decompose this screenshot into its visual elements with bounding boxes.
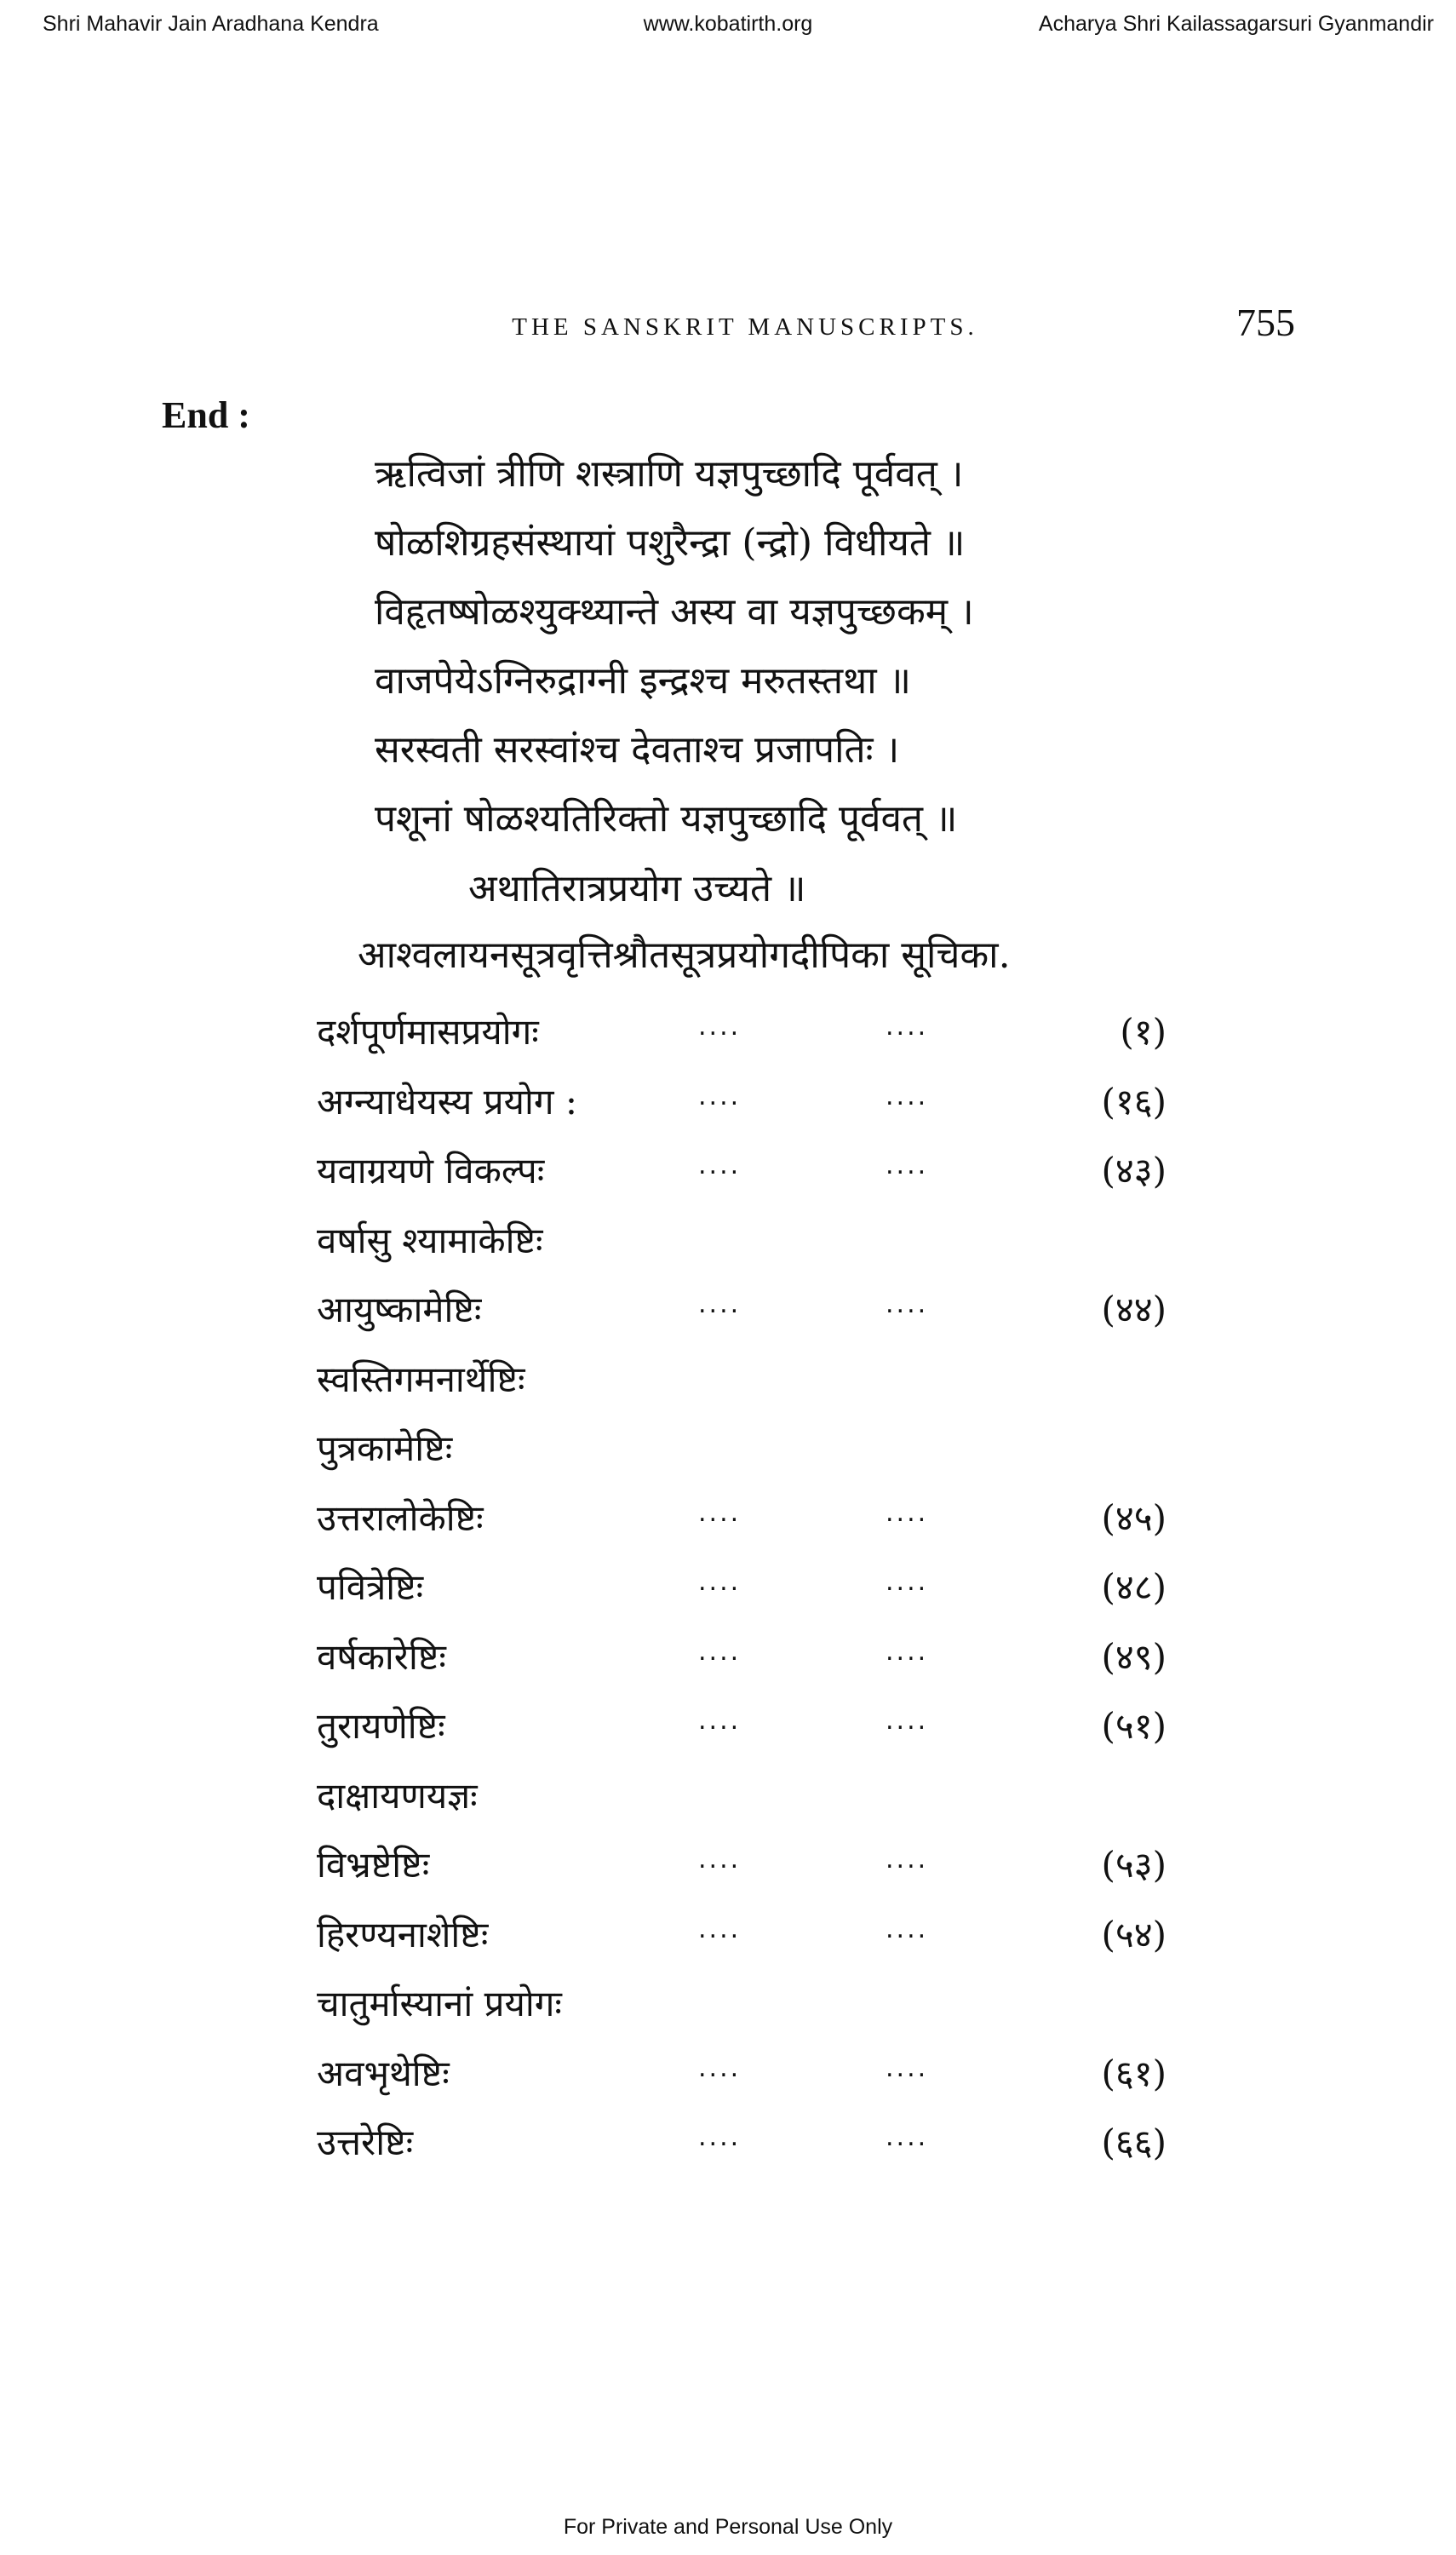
list-item: [0, 1562, 1456, 1632]
entry-page: (४३): [1101, 1150, 1167, 1191]
list-item: [0, 1145, 1456, 1215]
entry-page: (४४): [1101, 1289, 1167, 1330]
entry-page: (१६): [1101, 1080, 1167, 1122]
verse-line: सरस्वती सरस्वांश्च देवताश्च प्रजापतिः ।: [375, 728, 900, 772]
list-item: [0, 1840, 1456, 1909]
entry-title: विभ्रष्टेष्टिः: [317, 1844, 430, 1886]
leader-dots: ....: [886, 1081, 929, 1111]
entry-title: दाक्षायणयज्ञः: [317, 1774, 478, 1817]
verse-line: पशूनां षोळश्यतिरिक्तो यज्ञपुच्छादि पूर्ववत् ॥: [375, 797, 958, 841]
list-item: [0, 1909, 1456, 1979]
list-item: [0, 1077, 1456, 1146]
header-right-text: Acharya Shri Kailassagarsuri Gyanmandir: [1038, 12, 1434, 36]
end-label: End :: [162, 394, 250, 436]
entry-title: स्वस्तिगमनार्थेष्टिः: [317, 1358, 525, 1400]
leader-dots: ....: [698, 1914, 742, 1944]
entry-title: आयुष्कामेष्टिः: [317, 1289, 482, 1330]
entry-title: तुरायणेष्टिः: [317, 1705, 445, 1747]
list-item: [0, 1354, 1456, 1424]
running-head: THE SANSKRIT MANUSCRIPTS.: [512, 313, 978, 341]
leader-dots: ....: [886, 1151, 929, 1180]
entry-title: दर्शपूर्णमासप्रयोगः: [317, 1011, 539, 1053]
list-item: [0, 2117, 1456, 2187]
entry-title: हिरण्यनाशेष्टिः: [317, 1913, 489, 1955]
leader-dots: ....: [886, 1497, 929, 1528]
leader-dots: ....: [698, 1289, 742, 1319]
entry-title: वर्षकारेष्टिः: [317, 1635, 446, 1678]
entry-page: (४९): [1101, 1635, 1167, 1678]
entry-title: पवित्रेष्टिः: [317, 1566, 424, 1608]
leader-dots: ....: [698, 1497, 742, 1528]
leader-dots: ....: [698, 2053, 742, 2083]
entry-title: यवाग्रयणे विकल्पः: [317, 1150, 545, 1191]
verse-line: अथातिरात्रप्रयोग उच्यते ॥: [468, 867, 806, 910]
list-item: [0, 1007, 1456, 1077]
index-title: आश्वलायनसूत्रवृत्तिश्रौतसूत्रप्रयोगदीपिका सूचिका.: [358, 933, 1011, 977]
leader-dots: ....: [698, 1706, 742, 1736]
entry-page: (१): [1120, 1011, 1167, 1053]
header-left-text: Shri Mahavir Jain Aradhana Kendra: [43, 12, 379, 36]
entry-title: उत्तरेष्टिः: [317, 2122, 414, 2163]
leader-dots: ....: [698, 1012, 742, 1042]
verse-line: वाजपेयेऽग्निरुद्राग्नी इन्द्रश्च मरुतस्तथा ॥: [375, 659, 911, 703]
entry-title: चातुर्मास्यानां प्रयोगः: [317, 1983, 562, 2024]
list-item: [0, 1284, 1456, 1354]
list-item: [0, 1493, 1456, 1563]
list-item: [0, 1771, 1456, 1840]
verse-line: ऋत्विजां त्रीणि शस्त्राणि यज्ञपुच्छादि पूर्ववत् ।: [375, 452, 964, 496]
entry-page: (५३): [1101, 1844, 1167, 1886]
verse-line: विहृतष्षोळश्युक्थ्यान्ते अस्य वा यज्ञपुच्छकम् ।: [375, 590, 974, 634]
leader-dots: ....: [886, 1289, 929, 1319]
index-list: [0, 1007, 1456, 2187]
entry-page: (६१): [1101, 2052, 1167, 2094]
leader-dots: ....: [698, 2122, 742, 2152]
leader-dots: ....: [886, 1567, 929, 1597]
leader-dots: ....: [886, 2053, 929, 2083]
leader-dots: ....: [886, 1845, 929, 1875]
leader-dots: ....: [698, 1151, 742, 1180]
entry-title: वर्षासु श्यामाकेष्टिः: [317, 1219, 543, 1261]
watermark-header: [0, 12, 1456, 46]
leader-dots: ....: [886, 1914, 929, 1944]
list-item: [0, 2048, 1456, 2118]
page-number: 755: [1236, 301, 1295, 344]
entry-title: पुत्रकामेष्टिः: [317, 1427, 453, 1469]
verse-line: षोळशिग्रहसंस्थायां पशुरैन्द्रा (न्द्रो) विधीयते ॥: [375, 521, 966, 565]
list-item: [0, 1632, 1456, 1702]
entry-title: अवभृथेष्टिः: [317, 2052, 450, 2094]
entry-page: (५१): [1101, 1705, 1167, 1747]
leader-dots: ....: [886, 1636, 929, 1667]
entry-page: (५४): [1101, 1913, 1167, 1955]
leader-dots: ....: [886, 1706, 929, 1736]
leader-dots: ....: [698, 1845, 742, 1875]
leader-dots: ....: [886, 2122, 929, 2152]
watermark-footer: For Private and Personal Use Only: [563, 2515, 893, 2539]
list-item: [0, 1215, 1456, 1285]
leader-dots: ....: [698, 1081, 742, 1111]
leader-dots: ....: [698, 1567, 742, 1597]
list-item: [0, 1978, 1456, 2048]
leader-dots: ....: [886, 1012, 929, 1042]
header-center-text: www.kobatirth.org: [643, 12, 813, 36]
entry-page: (४५): [1101, 1496, 1167, 1539]
list-item: [0, 1701, 1456, 1771]
entry-title: अग्न्याधेयस्य प्रयोग :: [317, 1080, 578, 1122]
leader-dots: ....: [698, 1636, 742, 1667]
entry-title: उत्तरालोकेष्टिः: [317, 1496, 484, 1539]
entry-page: (६६): [1101, 2122, 1167, 2163]
entry-page: (४८): [1101, 1566, 1167, 1608]
list-item: [0, 1423, 1456, 1493]
